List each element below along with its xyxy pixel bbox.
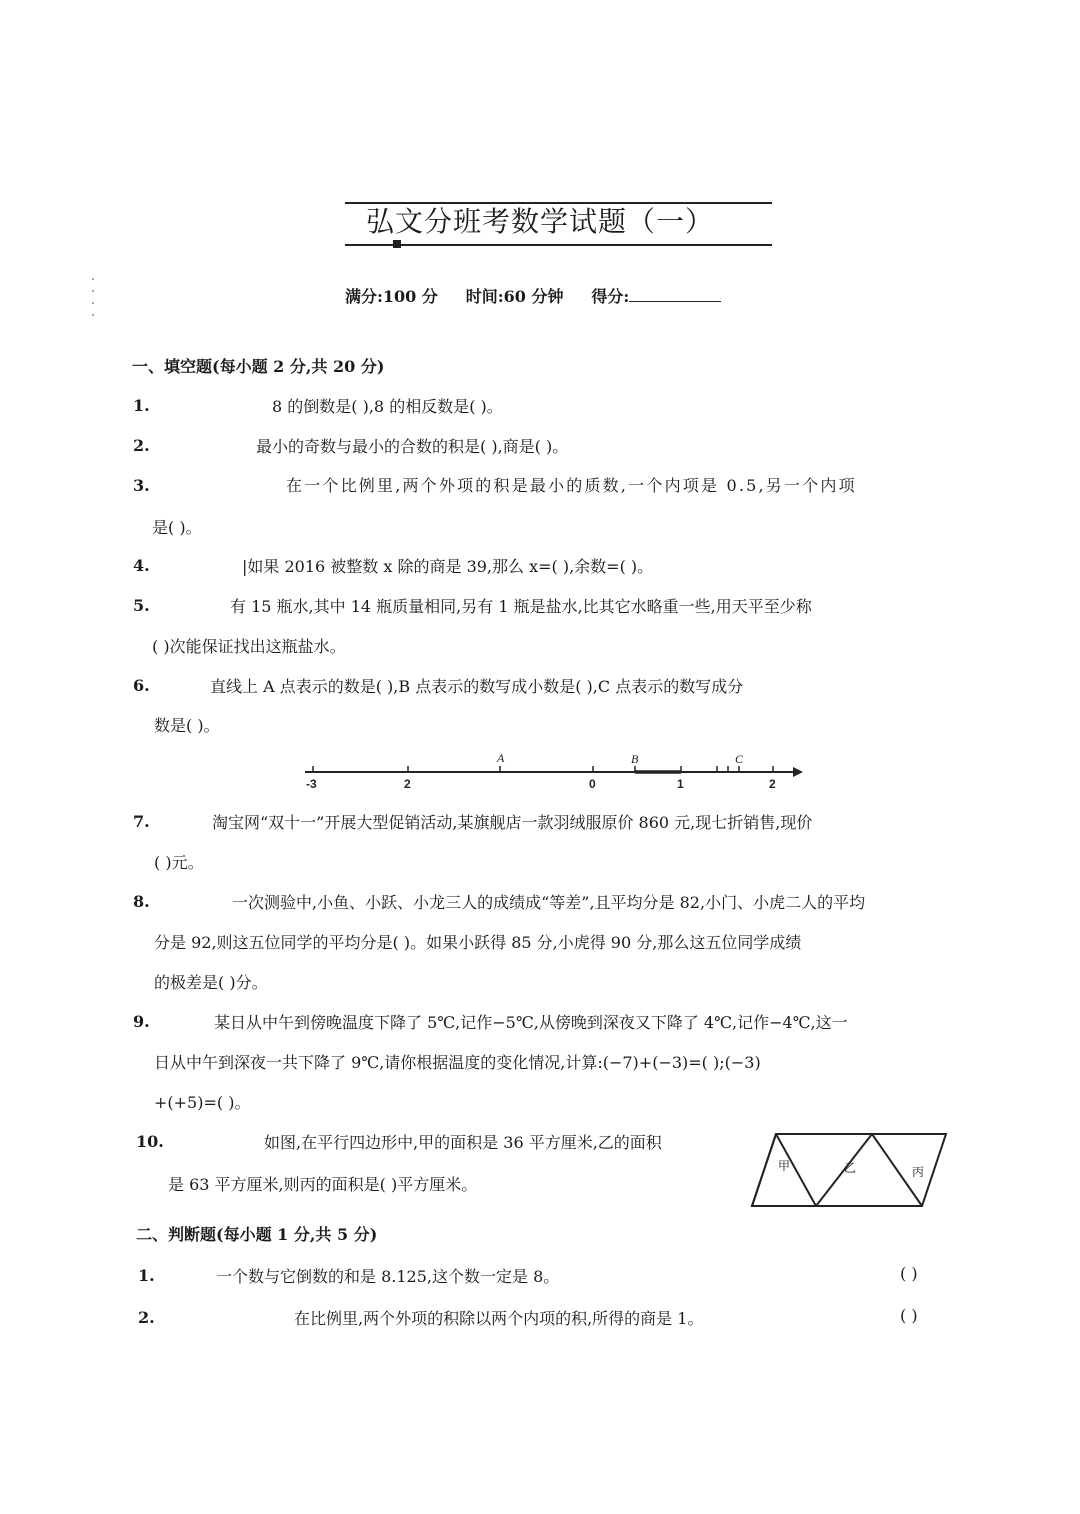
q9-number: 9.: [133, 1012, 150, 1031]
q5-line2: ( )次能保证找出这瓶盐水。: [152, 637, 346, 656]
q7-line2: ( )元。: [154, 853, 204, 872]
time-limit: 时间:60 分钟: [465, 287, 564, 306]
number-line-figure: [295, 752, 815, 802]
judge-q1-number: 1.: [138, 1266, 155, 1285]
title-rule-bottom: [345, 244, 772, 246]
q6-line2: 数是( )。: [154, 716, 220, 735]
region-bing-label: 丙: [912, 1165, 925, 1179]
judge-q2-text: 在比例里,两个外项的积除以两个内项的积,所得的商是 1。: [294, 1309, 704, 1328]
region-yi-label: 乙: [844, 1161, 857, 1175]
q7-line1: 淘宝网“双十一”开展大型促销活动,某旗舰店一款羽绒服原价 860 元,现七折销售,现价: [212, 813, 813, 832]
q8-line1: 一次测验中,小鱼、小跃、小龙三人的成绩成“等差”,且平均分是 82,小门、小虎二人的平均: [232, 893, 866, 912]
q3-number: 3.: [133, 476, 150, 495]
q4-number: 4.: [133, 556, 150, 575]
q9-line2: 日从中午到深夜一共下降了 9℃,请你根据温度的变化情况,计算:(−7)+(−3)=( );(−3): [154, 1053, 761, 1072]
judge-q1-blank: ( ): [900, 1264, 918, 1283]
section1-heading: 一、填空题(每小题 2 分,共 20 分): [132, 357, 385, 376]
exam-title: 弘文分班考数学试题（一）: [365, 205, 714, 238]
number-line-arrow: [793, 767, 803, 777]
point-a-label: A: [497, 752, 505, 765]
q5-line1: 有 15 瓶水,其中 14 瓶质量相同,另有 1 瓶是盐水,比其它水略重一些,用天平至少称: [230, 597, 812, 616]
tick-label: 2: [404, 777, 411, 791]
q6-line1: 直线上 A 点表示的数是( ),B 点表示的数写成小数是( ),C 点表示的数写成分: [210, 677, 744, 696]
judge-q2-blank: ( ): [900, 1306, 918, 1325]
section2-heading: 二、判断题(每小题 1 分,共 5 分): [136, 1225, 378, 1244]
score-blank: [629, 287, 721, 302]
q1-line1: 8 的倒数是( ),8 的相反数是( )。: [272, 397, 503, 416]
tick-label: 0: [589, 777, 596, 791]
q8-number: 8.: [133, 892, 150, 911]
q2-line1: 最小的奇数与最小的合数的积是( ),商是( )。: [256, 437, 569, 456]
q3-line1: 在一个比例里,两个外项的积是最小的质数,一个内项是 0.5,另一个内项: [286, 476, 857, 495]
margin-dot: [92, 278, 94, 280]
q4-line1: |如果 2016 被整数 x 除的商是 39,那么 x=( ),余数=( )。: [242, 557, 654, 576]
score-label: 得分:: [591, 287, 630, 306]
margin-dot: [92, 302, 94, 304]
exam-meta: [345, 284, 721, 307]
q9-line1: 某日从中午到傍晚温度下降了 5℃,记作−5℃,从傍晚到深夜又下降了 4℃,记作−4℃,这一: [214, 1013, 848, 1032]
judge-q1-text: 一个数与它倒数的和是 8.125,这个数一定是 8。: [216, 1267, 560, 1286]
side-line: [752, 1134, 776, 1206]
full-score: 满分:100 分: [345, 287, 438, 306]
tick-label: -3: [306, 777, 317, 791]
q6-number: 6.: [133, 676, 150, 695]
title-rule-mark: [393, 240, 401, 248]
q2-number: 2.: [133, 436, 150, 455]
q10-line2: 是 63 平方厘米,则丙的面积是( )平方厘米。: [168, 1175, 478, 1194]
point-c-label: C: [735, 752, 744, 766]
tick-label: 2: [769, 777, 776, 791]
q9-line3: +(+5)=( )。: [154, 1093, 251, 1112]
q3-line2: 是( )。: [152, 518, 202, 537]
parallelogram-figure: [746, 1130, 986, 1210]
judge-q2-number: 2.: [138, 1308, 155, 1327]
tick-label: 1: [677, 777, 684, 791]
margin-dot: [92, 314, 94, 316]
margin-dot: [92, 290, 94, 292]
point-b-label: B: [631, 752, 639, 766]
q10-line1: 如图,在平行四边形中,甲的面积是 36 平方厘米,乙的面积: [264, 1133, 662, 1152]
q1-number: 1.: [133, 396, 150, 415]
q7-number: 7.: [133, 812, 150, 831]
q5-number: 5.: [133, 596, 150, 615]
q8-line3: 的极差是( )分。: [154, 973, 268, 992]
q10-number: 10.: [136, 1132, 164, 1151]
q8-line2: 分是 92,则这五位同学的平均分是( )。如果小跃得 85 分,小虎得 90 分,那么这五位同学成绩: [154, 933, 802, 952]
region-jia-label: 甲: [778, 1159, 791, 1173]
